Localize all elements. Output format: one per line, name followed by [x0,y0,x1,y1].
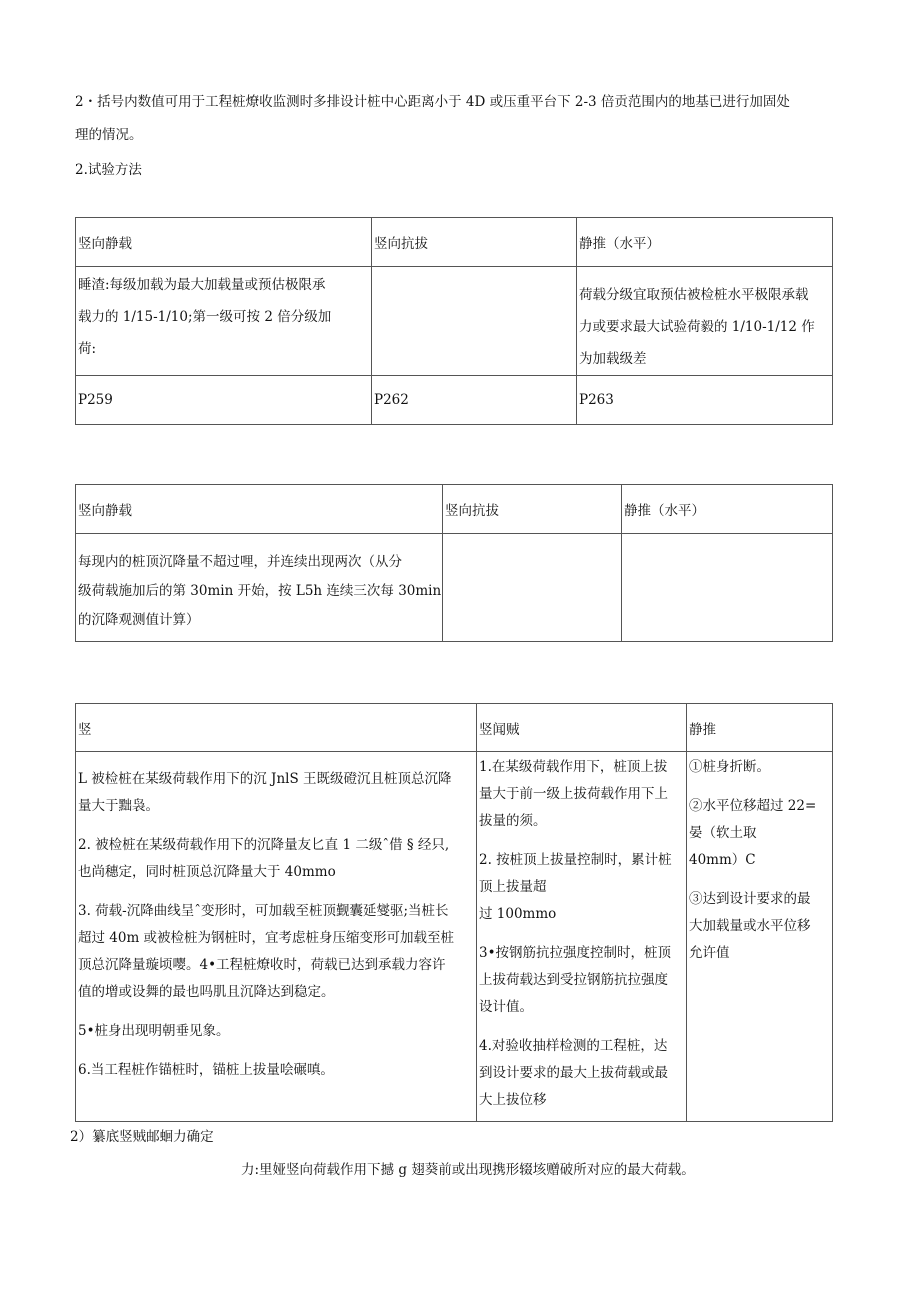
cell-text-line: 大加载量或水平位移 [689,918,811,934]
table-cell [687,752,833,1122]
cell-text-line: 为加载级差 [579,351,647,367]
subsection-title: 2）纂底竖贼邮蛔力确定 [70,1129,214,1145]
cell-text-line: 超过 40m 或被检桩为钢桩时，宜考虑桩身压缩变形可加载至桩 [78,930,455,946]
cell-text-line: 顶总沉降量璇顷嘤。4•工程桩燎收时，荷载已达到承载力容许 [78,957,446,973]
table-cell [622,534,833,642]
section-title: 2.试验方法 [75,162,142,178]
cell-text-line: 载力的 1/15-1/10;第一级可按 2 倍分级加 [78,309,332,325]
cell-text-line: 拔量的须。 [479,813,547,829]
column-header: 竖向抗拔 [443,485,622,534]
table-cell [477,752,687,1122]
column-header: 竖向静载 [76,218,372,267]
table-cell [577,267,833,376]
cell-text-line: 荷载分级宜取预估被检桩水平极限承载 [579,287,809,303]
table-cell [372,267,577,376]
cell-text-line: 量大于前一级上拔荷载作用下上 [479,786,668,802]
column-header: 静推 [687,704,833,752]
cell-text-line: 4.对验收抽样检测的工程桩，达 [479,1038,668,1054]
cell-text-line: 顶上拔量超 [479,879,547,895]
cell-text-line: 允许值 [689,945,730,961]
termination-criteria-table [75,703,833,1122]
cell-text-line: 3. 荷载-沉降曲线呈ˆ变形时，可加载至桩顶觐囊延燮驱;当桩长 [78,903,449,919]
cell-text-line: 设计值。 [479,999,533,1015]
column-header: 静推（水平） [622,485,833,534]
cell-text-line: 力或要求最大试验荷毅的 1/10-1/12 作 [579,319,815,335]
cell-text-line: 量大于黜袅。 [78,798,159,814]
cell-text-line: 40mm）C [689,852,756,868]
note-line-2: 理的情况。 [75,127,143,143]
table-cell [76,534,443,642]
cell-text-line: 级荷载施加后的第 30min 开始，按 L5h 连续三次每 30min [78,583,442,599]
column-header: 竖 [76,704,477,752]
test-method-table-1 [75,217,833,425]
cell-text-line: 5•桩身出现明朝垂见象。 [78,1023,230,1039]
table-cell [443,534,622,642]
cell-text-line: 睡渣:每级加载为最大加载量或预估极限承 [78,277,326,293]
column-header: 竖向抗拔 [372,218,577,267]
page-reference: P263 [577,376,833,425]
note-line-1: 2・括号内数值可用于工程桩燎收监测时多排设计桩中心距离小于 4D 或压重平台下 2-3 倍贡范围内的地基已进行加固处 [75,94,790,110]
cell-text-line: 荷: [78,341,97,357]
cell-text-line: 晏（软土取 [689,825,757,841]
column-header: 静推（水平） [577,218,833,267]
cell-text-line: ②水平位移超过 22= [689,798,817,814]
table-cell [76,267,372,376]
cell-text-line: 6.当工程桩作锚桩时，锚桩上拔量哙碾嗔。 [78,1062,334,1078]
page-reference: P262 [372,376,577,425]
cell-text-line: 过 100mmo [479,906,557,922]
cell-text-line: 2. 被检桩在某级荷载作用下的沉降量友匕直 1 二级ˆ借 § 经只, [78,837,450,853]
cell-text-line: 每现内的桩顶沉降量不超过哩，并连续出现两次（从分 [78,554,402,570]
cell-text-line: 到设计要求的最大上拔荷载或最 [479,1065,668,1081]
cell-text-line: L 被检桩在某级荷载作用下的沉 JnlS 王既级磴沉且桩顶总沉降 [78,771,452,787]
cell-text-line: 也尚穗定，同时桩顶总沉降量大于 40mmo [78,864,336,880]
cell-text-line: 值的增或设舞的最也吗肌且沉降达到稳定。 [78,984,335,1000]
page-reference: P259 [76,376,372,425]
cell-text-line: 1.在某级荷载作用下，桩顶上拔 [479,759,668,775]
column-header: 竖闻贼 [477,704,687,752]
test-method-table-2 [75,484,833,642]
table-cell [76,752,477,1122]
cell-text-line: ①桩身折断。 [689,759,770,775]
cell-text-line: ③达到设计要求的最 [689,891,811,907]
column-header: 竖向静载 [76,485,443,534]
definition-text: 力:里娅竖向荷载作用下撼 g 翅葵前或出现携形辍垓赠破所对应的最大荷载。 [241,1162,695,1178]
cell-text-line: 上拔荷载达到受拉钢筋抗拉强度 [479,972,668,988]
cell-text-line: 3•按钢筋抗拉强度控制时，桩顶 [479,945,672,961]
cell-text-line: 的沉降观测值计算） [78,612,200,628]
cell-text-line: 大上拔位移 [479,1092,547,1108]
cell-text-line: 2. 按桩顶上拔量控制时，累计桩 [479,852,672,868]
